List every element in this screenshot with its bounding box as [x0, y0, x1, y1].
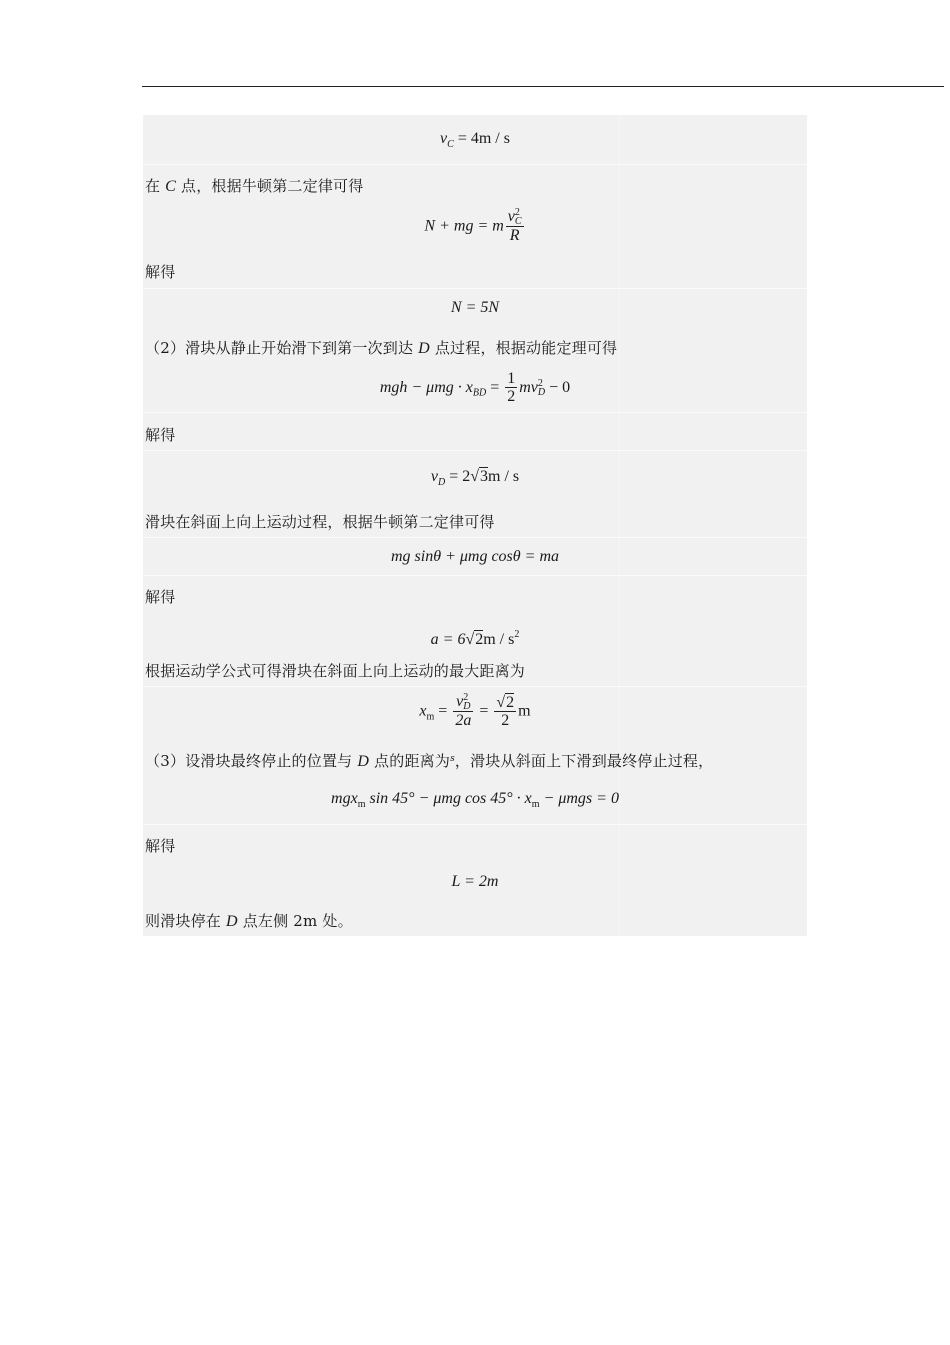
row-divider	[143, 164, 807, 165]
header-rule	[142, 86, 944, 87]
row-divider	[143, 686, 807, 687]
equation-energy: mgh − $\mu mg \cdot x_{BD}$ = $\frac{1}{2}$ mv 2 D − 0	[379, 370, 571, 405]
equation-vc: $v_C = 4m / s$	[440, 130, 510, 150]
fraction-half: $\frac{1}{2}$	[507, 370, 516, 405]
row-divider	[143, 537, 807, 538]
equation-xm: $x_m$ = v 2 D 2a = $\frac{√2}{2}$ m	[419, 692, 531, 730]
row-divider	[143, 412, 807, 413]
equation-slope: mg sinθ + μmg cosθ = ma	[390, 548, 559, 565]
text-part-3: （3）设滑块最终停止的位置与 D 点的距离为$^s$，滑块从斜面上下滑到最终停止过程，	[145, 752, 714, 770]
text-kinematics: 根据运动学公式可得滑块在斜面上向上运动的最大距离为	[145, 662, 526, 680]
row-divider	[143, 288, 807, 289]
fraction-root: $\frac{√2}{2}$	[496, 693, 515, 729]
equation-a: $a = 6√2m / s^2$	[430, 629, 520, 648]
text-jiede: 解得	[145, 426, 176, 444]
text-slope-up: 滑块在斜面上向上运动过程，根据牛顿第二定律可得	[145, 513, 495, 531]
equation-l: L = 2m	[451, 873, 499, 890]
text-jiede: 解得	[145, 263, 176, 281]
text-conclusion: 则滑块停在 D 点左侧 2m 处。	[145, 912, 353, 930]
text-jiede: 解得	[145, 588, 176, 606]
text-jiede: 解得	[145, 837, 176, 855]
fraction: v 2 C R	[507, 207, 522, 245]
text-point-c: 在 C 点，根据牛顿第二定律可得	[145, 177, 364, 195]
text-part-2: （2）滑块从静止开始滑下到第一次到达 D 点过程，根据动能定理可得	[145, 339, 618, 357]
solution-block	[143, 115, 807, 936]
fraction: v 2 D 2a	[455, 692, 472, 730]
equation-newton-c: N + mg = m v 2 C R	[424, 207, 522, 245]
row-divider	[143, 575, 807, 576]
row-divider	[143, 450, 807, 451]
equation-final: mgx$_m$ sin 45° − μmg $\cos 45^\circ \cdot x_m - \mu mgs = 0$	[331, 790, 619, 810]
row-divider	[143, 824, 807, 825]
equation-n: N = 5N	[450, 299, 500, 316]
equation-vd: $v_D = 2√3m / s$	[430, 468, 520, 488]
